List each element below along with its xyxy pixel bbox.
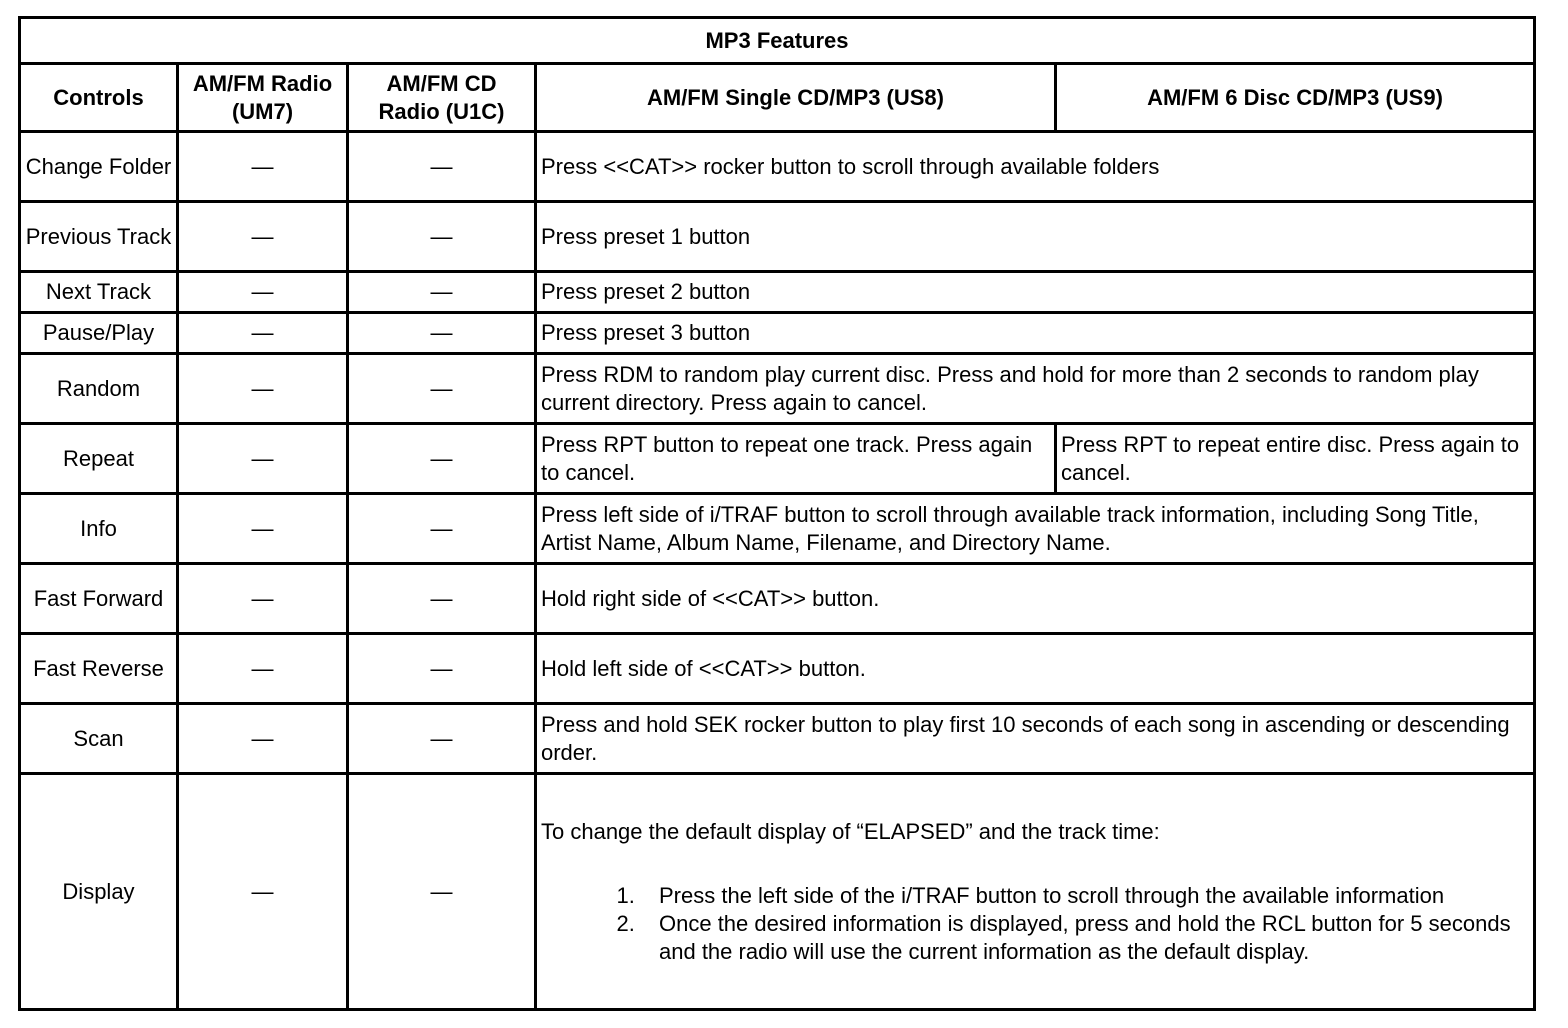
table-row bbox=[20, 704, 1535, 774]
header-row bbox=[20, 64, 1535, 132]
um7-value: — bbox=[178, 272, 348, 313]
feature-description: Press preset 2 button bbox=[536, 272, 1535, 313]
control-label: Next Track bbox=[20, 272, 178, 313]
u1c-value: — bbox=[348, 494, 536, 564]
display-steps-list bbox=[541, 882, 1529, 966]
display-step: 2. Once the desired information is displayed, press and hold the RCL button for 5 seconds and the radio will use the current information as the default display. bbox=[641, 910, 1529, 966]
control-label: Fast Reverse bbox=[20, 634, 178, 704]
um7-value: — bbox=[178, 132, 348, 202]
header-u1c: AM/FM CD Radio (U1C) bbox=[348, 64, 536, 132]
control-label: Scan bbox=[20, 704, 178, 774]
feature-description: Press <<CAT>> rocker button to scroll through available folders bbox=[536, 132, 1535, 202]
feature-description: Press RDM to random play current disc. Press and hold for more than 2 seconds to random play current directory. Press again to cancel. bbox=[536, 354, 1535, 424]
table-row bbox=[20, 424, 1535, 494]
table-row bbox=[20, 132, 1535, 202]
control-label: Fast Forward bbox=[20, 564, 178, 634]
feature-description: Press left side of i/TRAF button to scroll through available track information, including Song Title, Artist Name, Album Name, Filename, and Directory Name. bbox=[536, 494, 1535, 564]
feature-description: Hold right side of <<CAT>> button. bbox=[536, 564, 1535, 634]
header-um7: AM/FM Radio (UM7) bbox=[178, 64, 348, 132]
table-row bbox=[20, 564, 1535, 634]
u1c-value: — bbox=[348, 202, 536, 272]
control-label: Pause/Play bbox=[20, 313, 178, 354]
feature-description: Press preset 3 button bbox=[536, 313, 1535, 354]
display-intro: To change the default display of “ELAPSED” and the track time: bbox=[541, 818, 1160, 844]
u1c-value: — bbox=[348, 313, 536, 354]
um7-value: — bbox=[178, 354, 348, 424]
table-row bbox=[20, 634, 1535, 704]
control-label: Info bbox=[20, 494, 178, 564]
header-controls: Controls bbox=[20, 64, 178, 132]
control-label: Random bbox=[20, 354, 178, 424]
u1c-value: — bbox=[348, 774, 536, 1010]
display-description-cell bbox=[536, 774, 1535, 1010]
table-row bbox=[20, 202, 1535, 272]
um7-value: — bbox=[178, 634, 348, 704]
table-row bbox=[20, 774, 1535, 1010]
table-title: MP3 Features bbox=[20, 18, 1535, 64]
table-row bbox=[20, 313, 1535, 354]
um7-value: — bbox=[178, 424, 348, 494]
feature-description: Hold left side of <<CAT>> button. bbox=[536, 634, 1535, 704]
um7-value: — bbox=[178, 704, 348, 774]
mp3-features-table bbox=[18, 16, 1536, 1011]
um7-value: — bbox=[178, 202, 348, 272]
u1c-value: — bbox=[348, 564, 536, 634]
us9-description: Press RPT to repeat entire disc. Press again to cancel. bbox=[1056, 424, 1535, 494]
control-label: Previous Track bbox=[20, 202, 178, 272]
display-step: 1. Press the left side of the i/TRAF button to scroll through the available information bbox=[641, 882, 1529, 910]
u1c-value: — bbox=[348, 272, 536, 313]
um7-value: — bbox=[178, 313, 348, 354]
u1c-value: — bbox=[348, 354, 536, 424]
um7-value: — bbox=[178, 494, 348, 564]
control-label: Repeat bbox=[20, 424, 178, 494]
header-us9: AM/FM 6 Disc CD/MP3 (US9) bbox=[1056, 64, 1535, 132]
table-row bbox=[20, 494, 1535, 564]
u1c-value: — bbox=[348, 132, 536, 202]
u1c-value: — bbox=[348, 424, 536, 494]
feature-description: Press preset 1 button bbox=[536, 202, 1535, 272]
table-title-row bbox=[20, 18, 1535, 64]
u1c-value: — bbox=[348, 634, 536, 704]
us8-description: Press RPT button to repeat one track. Press again to cancel. bbox=[536, 424, 1056, 494]
um7-value: — bbox=[178, 774, 348, 1010]
header-us8: AM/FM Single CD/MP3 (US8) bbox=[536, 64, 1056, 132]
feature-description: Press and hold SEK rocker button to play first 10 seconds of each song in ascending or descending order. bbox=[536, 704, 1535, 774]
u1c-value: — bbox=[348, 704, 536, 774]
um7-value: — bbox=[178, 564, 348, 634]
table-row bbox=[20, 272, 1535, 313]
control-label: Display bbox=[20, 774, 178, 1010]
control-label: Change Folder bbox=[20, 132, 178, 202]
table-row bbox=[20, 354, 1535, 424]
